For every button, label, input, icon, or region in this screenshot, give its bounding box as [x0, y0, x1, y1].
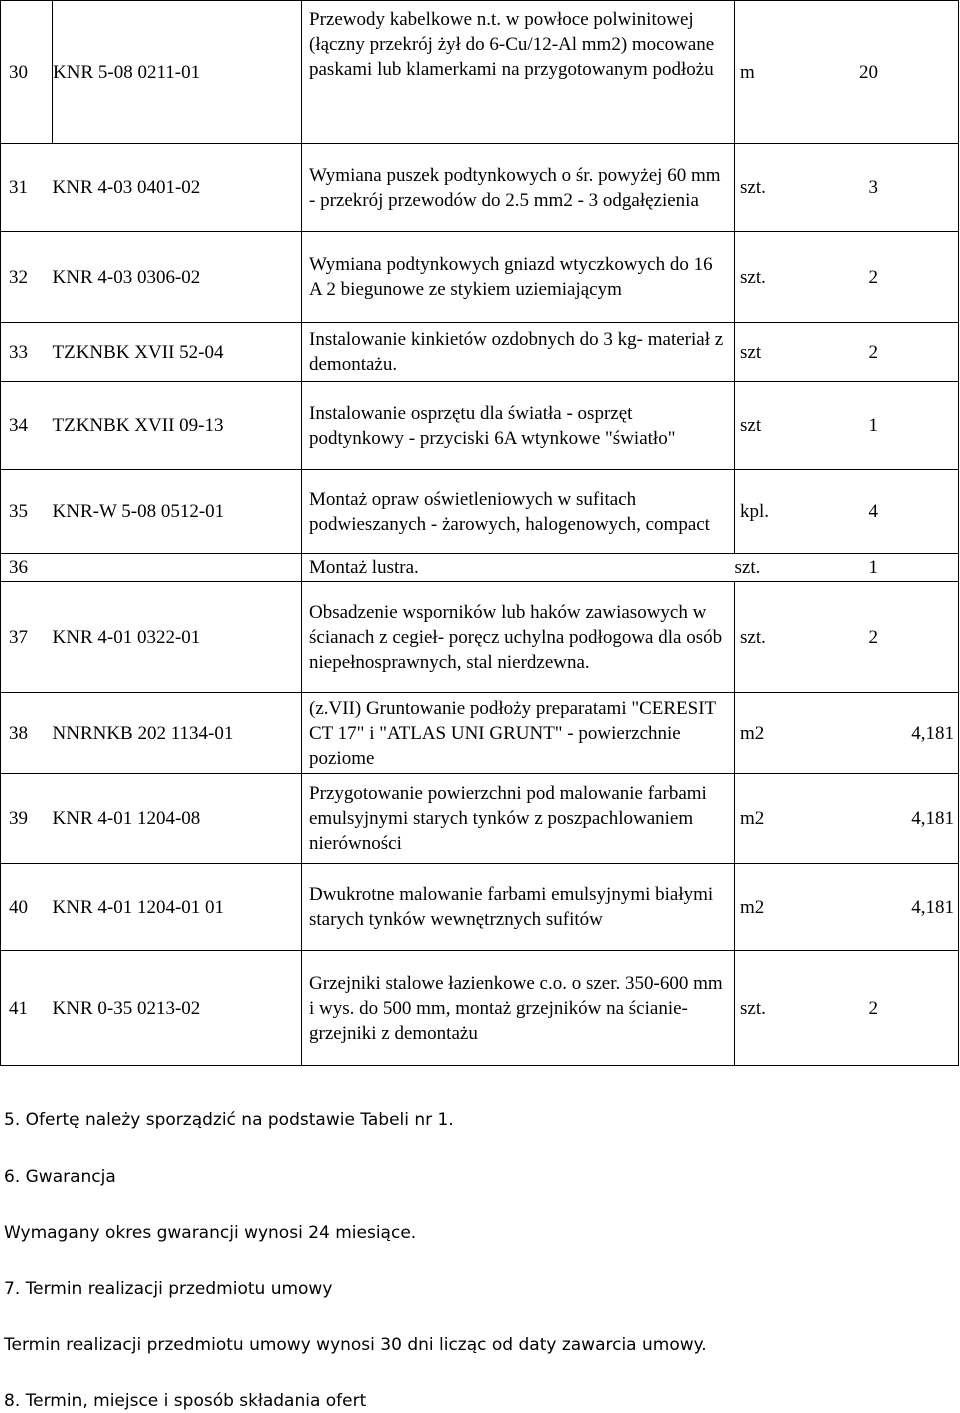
quantity: 2: [851, 232, 959, 323]
unit: szt.: [735, 554, 851, 582]
quantity: 20: [851, 1, 959, 144]
norm-code: TZKNBK XVII 52-04: [53, 323, 302, 382]
table-row: [1, 554, 959, 582]
work-description: Wymiana podtynkowych gniazd wtyczkowych do 16 A 2 biegunowe ze stykiem uziemiającym: [302, 232, 735, 323]
term-heading: 7. Termin realizacji przedmiotu umowy: [4, 1279, 333, 1299]
table-row: [1, 232, 959, 323]
table-row: [1, 470, 959, 554]
term-text: Termin realizacji przedmiotu umowy wynosi 30 dni licząc od daty zawarcia umowy.: [4, 1335, 707, 1355]
work-description: Przewody kabelkowe n.t. w powłoce polwinitowej (łączny przekrój żył do 6-Cu/12-Al mm2) mocowane paskami lub klamerkami na przygotowanym podłożu: [302, 1, 735, 144]
warranty-heading: 6. Gwarancja: [4, 1167, 116, 1187]
quantity: 2: [851, 323, 959, 382]
work-description: Montaż lustra.: [302, 554, 735, 582]
work-description: Obsadzenie wsporników lub haków zawiasowych w ścianach z cegieł- poręcz uchylna podłogowa dla osób niepełnosprawnych, stal nierdzewna.: [302, 582, 735, 693]
unit: kpl.: [735, 470, 851, 554]
norm-code: KNR 4-01 1204-08: [53, 774, 302, 864]
row-number: 34: [1, 382, 53, 470]
row-number: 32: [1, 232, 53, 323]
norm-code: NNRNKB 202 1134-01: [53, 693, 302, 774]
row-number: 39: [1, 774, 53, 864]
quantity: 1: [851, 382, 959, 470]
norm-code: KNR 4-01 0322-01: [53, 582, 302, 693]
row-number: 35: [1, 470, 53, 554]
work-description: Instalowanie osprzętu dla światła - osprzęt podtynkowy - przyciski 6A wtynkowe "światło": [302, 382, 735, 470]
row-number: 41: [1, 951, 53, 1066]
norm-code: [53, 554, 302, 582]
row-number: 30: [1, 1, 53, 144]
warranty-text: Wymagany okres gwarancji wynosi 24 miesiące.: [4, 1223, 417, 1243]
row-number: 40: [1, 864, 53, 951]
quantity: 4,181: [851, 774, 959, 864]
quantity: 2: [851, 951, 959, 1066]
table-row: [1, 693, 959, 774]
row-number: 31: [1, 144, 53, 232]
quantity: 4,181: [851, 864, 959, 951]
norm-code: KNR 4-03 0401-02: [53, 144, 302, 232]
quantity: 4: [851, 470, 959, 554]
norm-code: KNR 4-01 1204-01 01: [53, 864, 302, 951]
row-number: 38: [1, 693, 53, 774]
unit: szt.: [735, 582, 851, 693]
quantity: 1: [851, 554, 959, 582]
unit: m: [735, 1, 851, 144]
unit: szt.: [735, 144, 851, 232]
work-description: Grzejniki stalowe łazienkowe c.o. o szer. 350-600 mm i wys. do 500 mm, montaż grzejników na ścianie- grzejniki z demontażu: [302, 951, 735, 1066]
quantity: 4,181: [851, 693, 959, 774]
unit: szt.: [735, 232, 851, 323]
table-row: [1, 1, 959, 144]
table-row: [1, 144, 959, 232]
row-number: 33: [1, 323, 53, 382]
unit: m2: [735, 774, 851, 864]
work-description: Instalowanie kinkietów ozdobnych do 3 kg- materiał z demontażu.: [302, 323, 735, 382]
work-description: Dwukrotne malowanie farbami emulsyjnymi białymi starych tynków wewnętrznych sufitów: [302, 864, 735, 951]
norm-code: KNR 0-35 0213-02: [53, 951, 302, 1066]
table-row: [1, 864, 959, 951]
work-description: (z.VII) Gruntowanie podłoży preparatami "CERESIT CT 17" i "ATLAS UNI GRUNT" - powierzchnie poziome: [302, 693, 735, 774]
table-row: [1, 382, 959, 470]
norm-code: KNR-W 5-08 0512-01: [53, 470, 302, 554]
work-description: Przygotowanie powierzchni pod malowanie farbami emulsyjnymi starych tynków z poszpachlowaniem nierówności: [302, 774, 735, 864]
unit: m2: [735, 693, 851, 774]
norm-code: KNR 5-08 0211-01: [53, 1, 302, 144]
norm-code: TZKNBK XVII 09-13: [53, 382, 302, 470]
unit: m2: [735, 864, 851, 951]
row-number: 36: [1, 554, 53, 582]
quantity: 2: [851, 582, 959, 693]
quantity: 3: [851, 144, 959, 232]
submission-heading: 8. Termin, miejsce i sposób składania ofert: [4, 1391, 367, 1411]
norm-code: KNR 4-03 0306-02: [53, 232, 302, 323]
table-row: [1, 951, 959, 1066]
table-row: [1, 582, 959, 693]
unit: szt: [735, 382, 851, 470]
table-row: [1, 774, 959, 864]
work-description: Wymiana puszek podtynkowych o śr. powyżej 60 mm - przekrój przewodów do 2.5 mm2 - 3 odgałęzienia: [302, 144, 735, 232]
offer-note: 5. Ofertę należy sporządzić na podstawie Tabeli nr 1.: [4, 1110, 454, 1130]
table-row: [1, 323, 959, 382]
unit: szt: [735, 323, 851, 382]
work-description: Montaż opraw oświetleniowych w sufitach podwieszanych - żarowych, halogenowych, compact: [302, 470, 735, 554]
unit: szt.: [735, 951, 851, 1066]
row-number: 37: [1, 582, 53, 693]
